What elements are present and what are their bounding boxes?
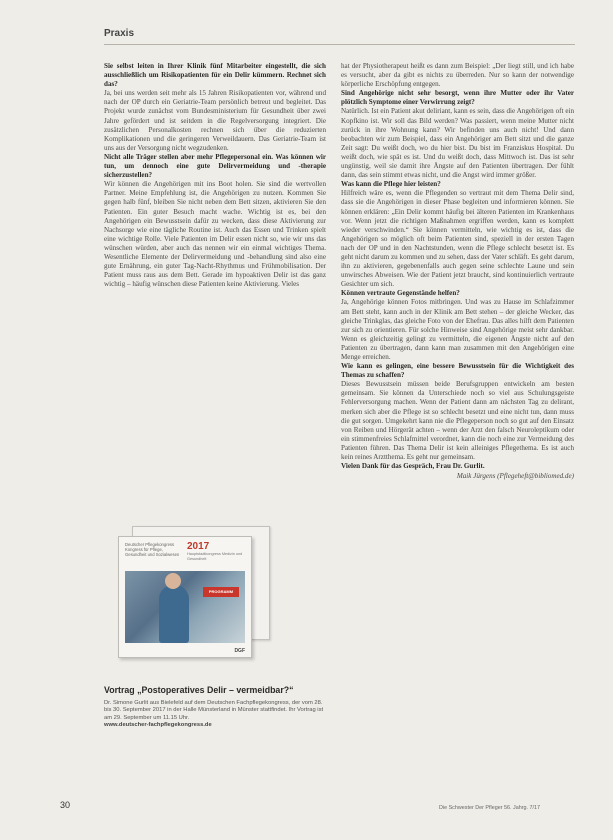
program-subtitle: Hauptstadtkongress Medizin und Gesundheit — [187, 552, 243, 561]
program-year: 2017 — [187, 541, 210, 552]
interview-question: Vielen Dank für das Gespräch, Frau Dr. Gurlit. — [341, 462, 485, 471]
nurse-head — [165, 573, 181, 589]
promo-url[interactable]: www.deutscher-fachpflegekongress.de — [104, 722, 212, 729]
section-label: Praxis — [104, 28, 135, 39]
dgf-logo: DGF — [234, 648, 245, 654]
magazine-footer: Die Schwester Der Pfleger 56. Jahrg. 7/17 — [439, 805, 540, 811]
interview-answer: Ja, Angehörige können Fotos mitbringen. Und was zu Hause im Schlafzimmer am Bett steht, kann auch in der Klinik am Bett stehen – der gleiche Wecker, das gleiche Trinkglas, das gleiche Foto von der Ehefrau. Das alles hilft dem Patienten zur sich zu orientieren. Für solche Hinweise sind Angehörige meist sehr dankbar. Wenn es gleichzeitig gelingt zu vermitteln, die eigenen Ängste nicht auf den Patienten zu übertragen, dann kann man zusammen mit den Angehörigen eine Menge erreichen. — [341, 298, 574, 361]
interview-answer: Wir können die Angehörigen mit ins Boot holen. Sie sind die wertvollen Partner. Meine Empfehlung ist, die Angehörigen zu nutzen. Kommen Sie gegen halb fünf, bleiben Sie nicht neben dem Bett sitzen, aktivieren Sie den Patienten. Ein guter Besuch macht wache. Wichtig ist es, bei den Angehörigen ein Bewusstsein dafür zu wecken, dass diese Aktivierung zur Nachsorge wie eine tägliche Routine ist. Auch das Essen und Trinken spielt eine wichtige Rolle. Viele Patienten im Delir essen nicht so, wie wir uns das wünschen würden, aber auch das nennen wir ein einmal wichtiges Thema. Wesentliche Elemente der Delirvermeidung und -behandlung sind also eine gute Ernährung, ein guter Tag-Nacht-Rhythmus und Frühmobilisation. Der Patient muss raus aus dem Bett. Gerade im hypoaktiven Delir ist das ganz wichtig – häufig wünschen diese Patienten keine Aktivierung. Vieles — [104, 180, 326, 289]
interview-question: Nicht alle Träger stellen aber mehr Pflegepersonal ein. Was können wir tun, um dennoch eine gute Delirvermeidung und -therapie sicherzustellen? — [104, 152, 326, 180]
interview-answer: hat der Physiotherapeut heißt es dann zum Beispiel: „Der liegt still, und ich habe es versucht, aber da gibt es nichts zu überreden. Nur so kann der notwendige körperliche Erschöpfung entgegen. — [341, 62, 574, 89]
promo-title: Vortrag „Postoperatives Delir – vermeidbar?“ — [104, 685, 294, 695]
interview-question: Können vertraute Gegenstände helfen? — [341, 289, 460, 298]
interview-answer: Ja, bei uns werden seit mehr als 15 Jahren Risikopatienten vor, während und nach der OP durch ein Geriatrie-Team persönlich betreut und begleitet. Das Projekt wurde zunächst vom Bundesministerium für Gesundheit über zwei Jahre gefördert und ist seitdem in die Regelversorgung integriert. Die zusätzlichen Personalkosten rechnen sich über die reduzierten Komplikationen und die geringeren Verweildauern. Das Geriatrie-Team ist uns aus der Versorgung nicht wegzudenken. — [104, 89, 326, 152]
header-rule — [104, 44, 575, 45]
interview-answer: Dieses Bewusstsein müssen beide Berufsgruppen entwickeln am besten gemeinsam. Sie können da Unterschiede noch so viel aus Schulungsgeiste Fehlerversorgung machen. Wenn der Patient dann am nächsten Tag zu delirant, merken sich aber die Pflege ist so schlecht besetzt und eine nicht tun, dann muss die gut sorgen. Umgekehrt kann nie die Pflegeperson noch so gut auf den Einsatz von Reiben und Hörgerät achten – wenn der Arzt den falsch Neuroleptikum oder ein stimmenfreies Schlafmittel verordnet, kann die noch eine zur Vermeidung des Patienten führen. Das Thema Delir ist kein alleiniges Pflegethema. Es ist auch kein reines Arztthema. Es geht nur gemeinsam. — [341, 380, 574, 462]
article-left-column — [104, 62, 326, 289]
interview-answer: Hilfreich wäre es, wenn die Pflegenden so vertraut mit dem Thema Delir sind, dass sie die Angehörigen in dieser Phase begleiten und informieren können. Sie können erklären: „Ein Delir kommt häufig bei älteren Patienten im Krankenhaus vor. Wenn jetzt die richtigen Maßnahmen ergriffen werden, kann es komplett wieder verschwinden.“ Sie können vermitteln, wie wichtig es ist, dass die Angehörigen so möglich oft beim Patienten sind, speziell in der ersten Tagen nach der OP und in den Nachtstunden, wenn die Pflege schlecht besetzt ist. Es geht nicht darum zu kommen und zu sehen, dass der Vater schläft. Es geht darum, ihn zu aktivieren, gegebenenfalls auch gegen seine schlechte Laune und sein unwirsches Abweisen. Wie der Patient jetzt braucht, sind kontinuierlich vertraute Gesichter um sich. — [341, 189, 574, 289]
nurse-figure — [159, 585, 189, 643]
interview-question: Was kann die Pflege hier leisten? — [341, 180, 441, 189]
interview-question: Sind Angehörige nicht sehr besorgt, wenn ihre Mutter oder ihr Vater plötzlich Symptome einer Verwirrung zeigt? — [341, 89, 574, 107]
page-number: 30 — [60, 800, 71, 810]
interview-question: Sie selbst leiten in Ihrer Klinik fünf Mitarbeiter eingestellt, die sich ausschließlich um Risikopatienten für ein Delir kümmern. Rechnet sich das? — [104, 62, 326, 89]
program-front-cover — [118, 536, 252, 658]
program-photo — [125, 571, 245, 643]
promo-body: Dr. Simone Gurlit aus Bielefeld auf dem Deutschen Fachpflegekongress, der vom 28. bis 30. September 2017 in der Halle Münsterland in Münster stattfindet. Ihr Vortrag ist am 29. September um 11.15 Uhr. — [104, 699, 324, 721]
program-title: Deutscher Pflegekongress Kongress für Pflege, Gesundheit und Sozialwesen — [125, 542, 180, 557]
interview-question: Wie kann es gelingen, eine bessere Bewusstsein für die Wichtigkeit des Themas zu schaffen? — [341, 362, 574, 380]
article-right-column — [341, 62, 574, 481]
congress-program-image — [118, 526, 268, 658]
promo-caption — [104, 685, 329, 730]
interview-answer: Natürlich. Ist ein Patient akut deliriant, kann es sein, dass die Angehörigen oft ein Kopfkino ist. Wir soll das Bild werden? Was passiert, wenn meine Mutter nicht zurück in ihre Wohnung kann? Wir befinden uns auch nicht! Und dann beobachten wir zum Beispiel, dass ein Angehöriger am Bett sitzt und die ganze Zeit sagt: Du weißt doch, wo du hier bist. Du bist im Franziskus Hospital. Du weißt doch, wie spät es ist. Und du weißt doch, dass Mittwoch ist. Das ist sehr ungünstig, weil sie damit ihre Ängste auf den Patienten übertragen. Der fühlt dann, das sein stimmt etwas nicht, und die Angst wird immer größer. — [341, 107, 574, 180]
author-signature: Maik Jürgens (Pflegeheft@bibliomed.de) — [456, 472, 574, 481]
program-sign: PROGRAMM — [203, 587, 239, 597]
